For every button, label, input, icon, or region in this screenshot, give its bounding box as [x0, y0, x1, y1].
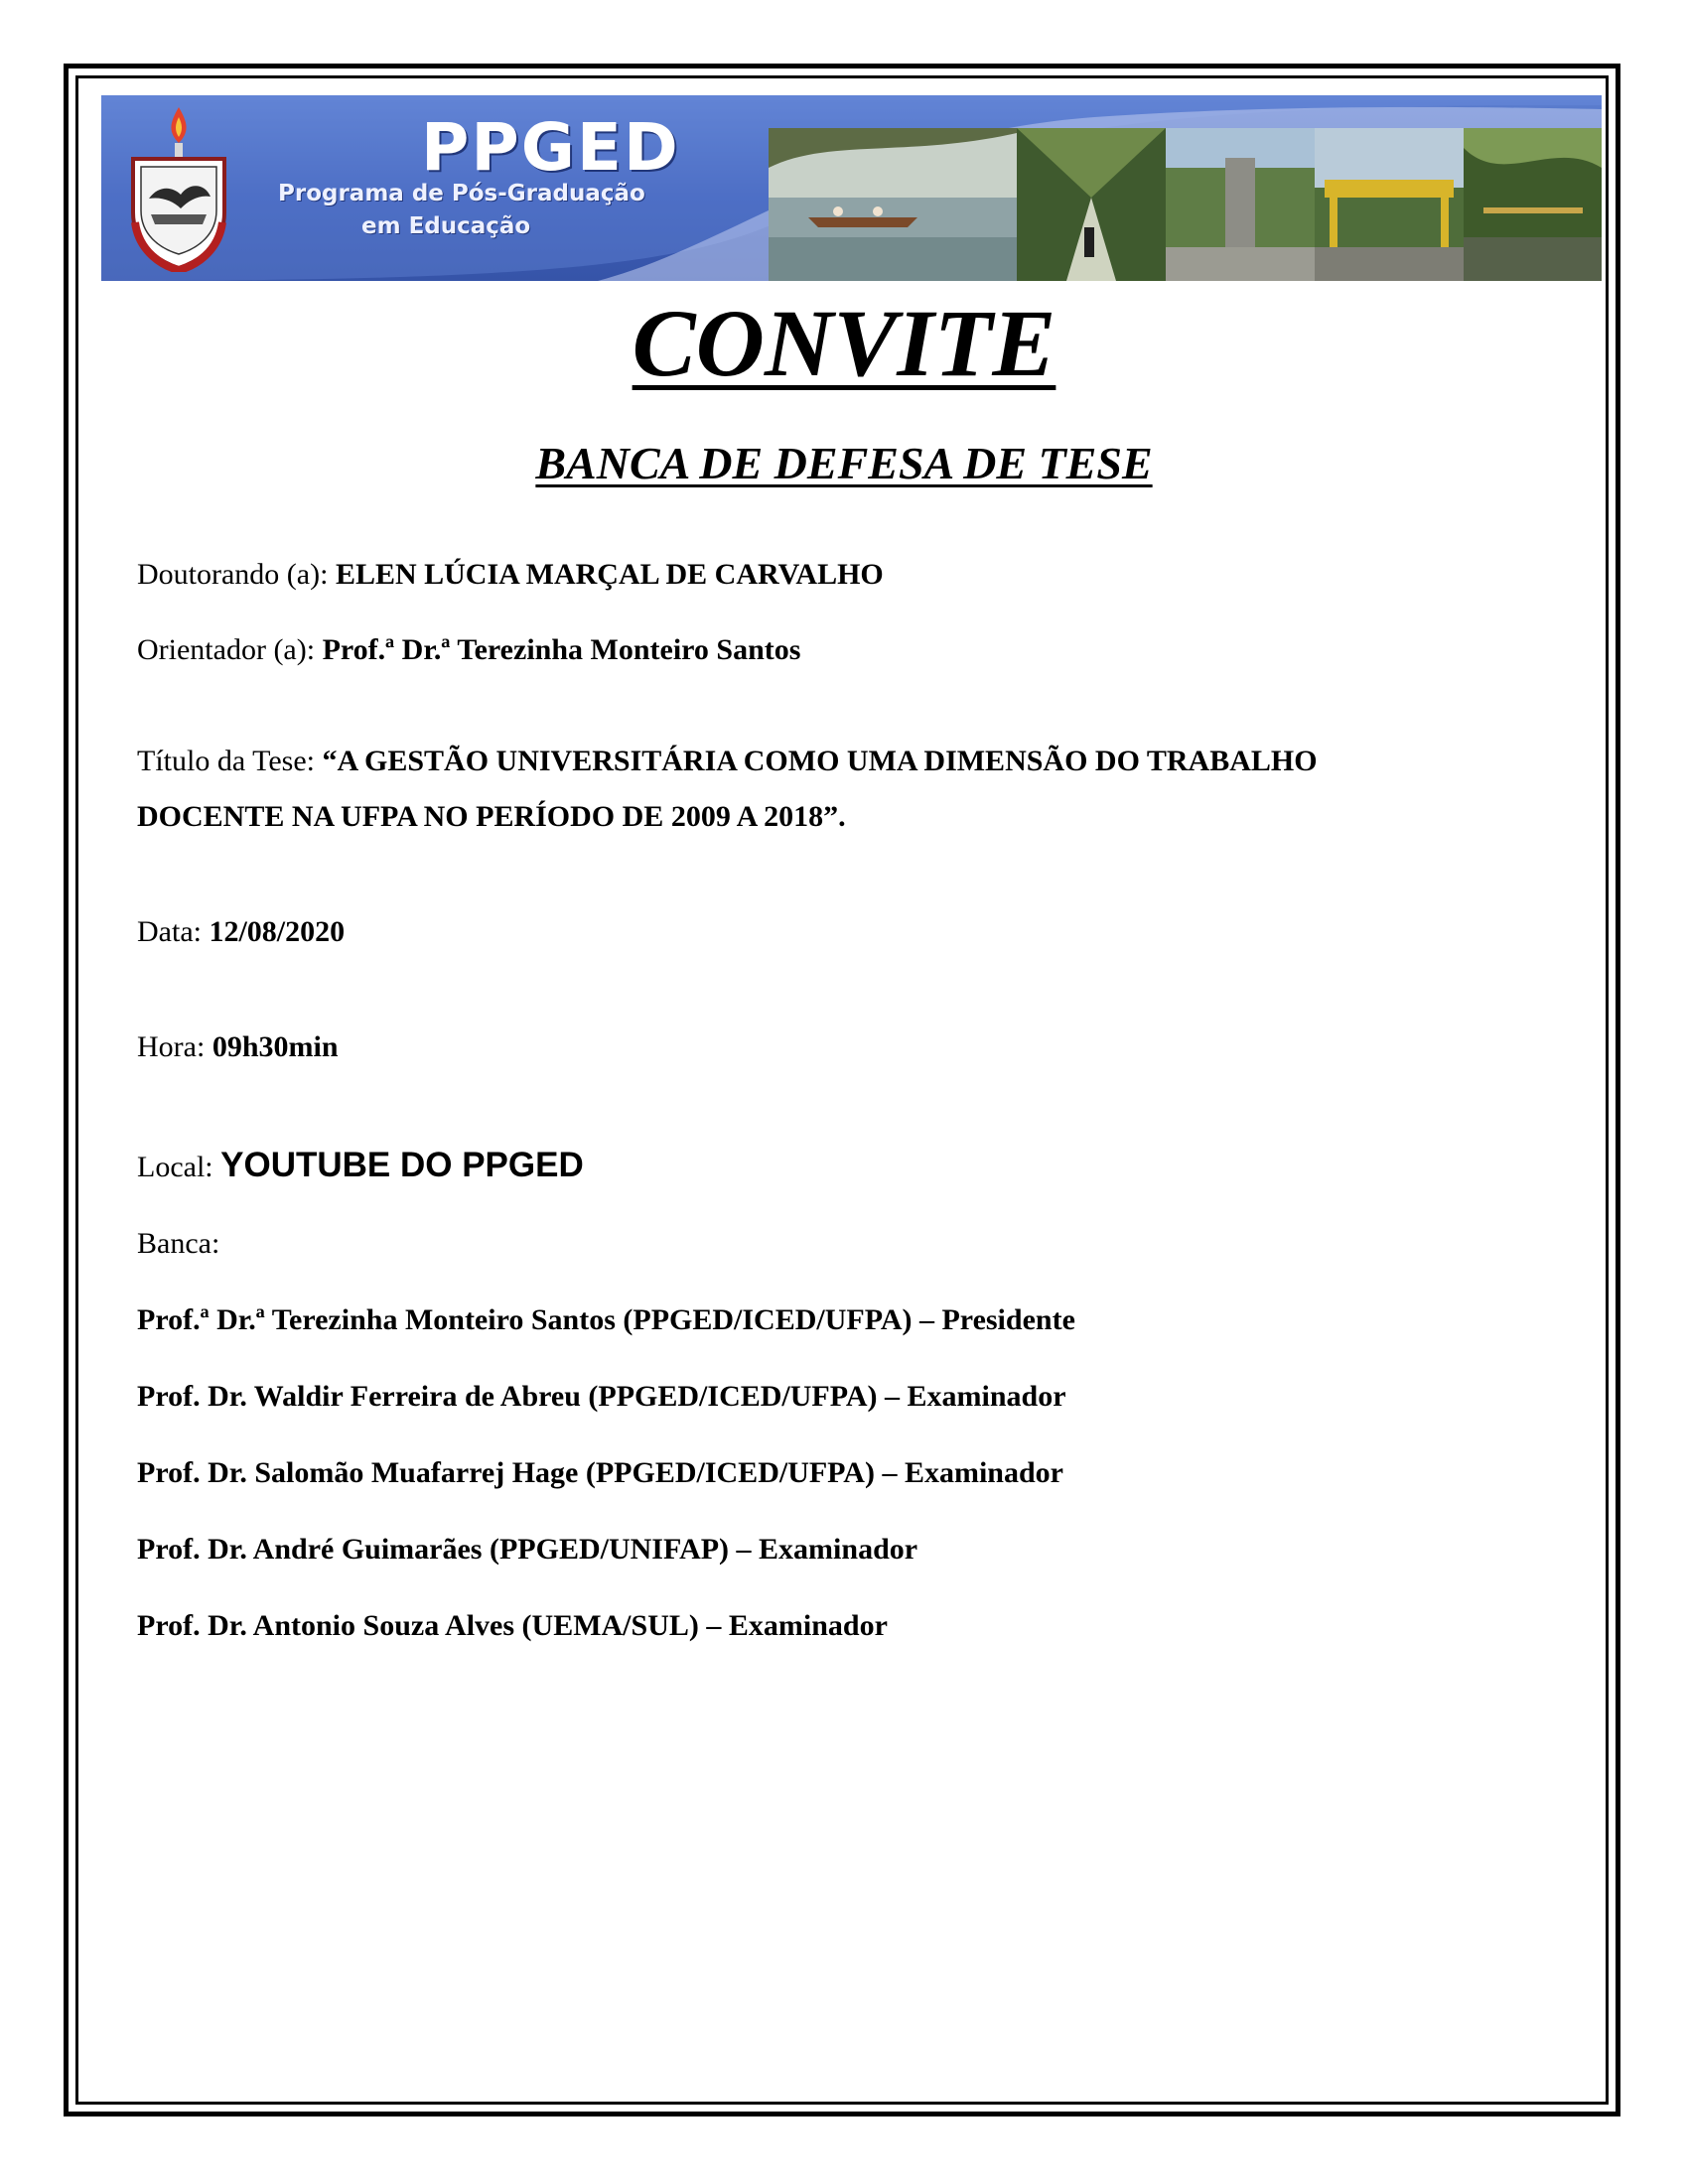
- thesis-title-line: [137, 745, 1318, 778]
- banner-photo-strip: [769, 128, 1602, 281]
- committee-label: Banca:: [137, 1227, 220, 1260]
- doctoral-student-label: Doutorando (a):: [137, 558, 336, 591]
- committee-member: Prof. Dr. Salomão Muafarrej Hage (PPGED/ICED/UFPA) – Examinador: [137, 1456, 1063, 1489]
- photo-campus-gate: [1315, 128, 1464, 281]
- date-line: [137, 915, 345, 949]
- doctoral-student-name: ELEN LÚCIA MARÇAL DE CARVALHO: [335, 558, 884, 591]
- photo-forest-bridge: [1464, 128, 1602, 281]
- thesis-title-label: Título da Tese:: [137, 745, 323, 777]
- time-value: 09h30min: [211, 1030, 339, 1063]
- advisor-name: Prof.ª Dr.ª Terezinha Monteiro Santos: [322, 633, 801, 666]
- location-label: Local:: [137, 1151, 221, 1183]
- doctoral-student-line: [137, 558, 884, 592]
- time-line: [137, 1030, 339, 1064]
- committee-member: Prof. Dr. Antonio Souza Alves (UEMA/SUL) – Examinador: [137, 1609, 888, 1642]
- photo-river-canoe: [769, 128, 1017, 281]
- banner-subtitle-line1: Programa de Pós-Graduação: [278, 181, 645, 206]
- invitation-title: CONVITE: [632, 290, 1056, 396]
- photo-bamboo-path: [1017, 128, 1166, 281]
- date-label: Data:: [137, 915, 210, 948]
- banner-subtitle-line2: em Educação: [361, 213, 531, 239]
- time-label: Hora:: [137, 1030, 212, 1063]
- advisor-line: [137, 633, 800, 667]
- defense-subtitle: BANCA DE DEFESA DE TESE: [535, 438, 1153, 488]
- header-banner: [101, 95, 1602, 281]
- advisor-label: Orientador (a):: [137, 633, 323, 666]
- photo-monument: [1166, 128, 1315, 281]
- university-crest-logo: [119, 103, 238, 272]
- banner-brand: PPGED: [421, 109, 680, 186]
- committee-member: Prof. Dr. Waldir Ferreira de Abreu (PPGED/ICED/UFPA) – Examinador: [137, 1380, 1066, 1413]
- committee-member: Prof.ª Dr.ª Terezinha Monteiro Santos (PPGED/ICED/UFPA) – Presidente: [137, 1303, 1075, 1336]
- committee-member: Prof. Dr. André Guimarães (PPGED/UNIFAP) – Examinador: [137, 1533, 918, 1566]
- thesis-title-value-line2: DOCENTE NA UFPA NO PERÍODO DE 2009 A 2018”.: [137, 800, 846, 833]
- location-value: YOUTUBE DO PPGED: [220, 1146, 584, 1184]
- location-line: [137, 1146, 584, 1185]
- date-value: 12/08/2020: [209, 915, 346, 948]
- thesis-title-value-line1: “A GESTÃO UNIVERSITÁRIA COMO UMA DIMENSÃO DO TRABALHO: [322, 745, 1318, 777]
- thesis-title-continuation: [137, 800, 846, 834]
